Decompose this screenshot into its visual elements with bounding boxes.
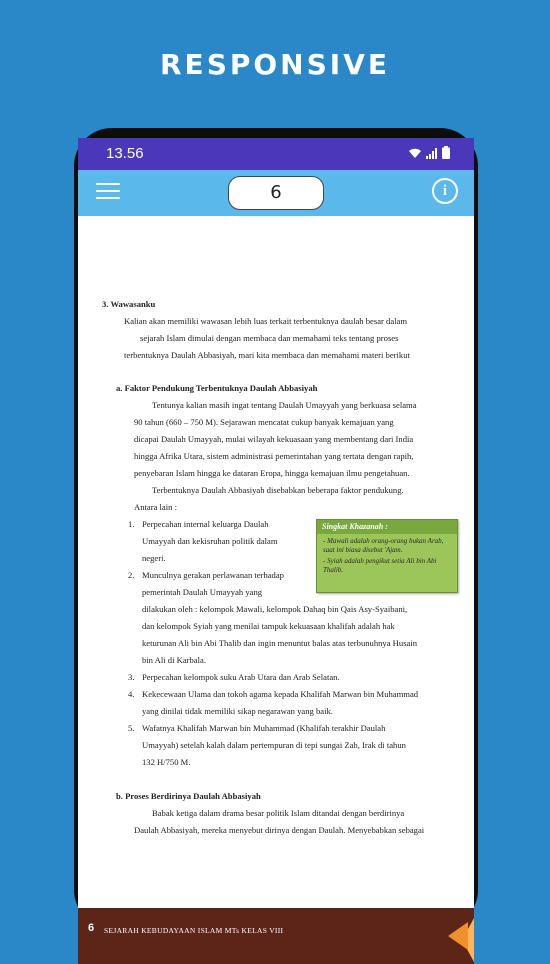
- banner-title: RESPONSIVE: [160, 48, 390, 81]
- list-item: 4. Kekecewaan Ulama dan tokoh agama kepada Khalifah Marwan bin Muhammad yang dinilai tidak memiliki sikap negarawan yang baik.: [128, 689, 419, 716]
- intro-paragraph: Kalian akan memiliki wawasan lebih luas terkait terbentuknya daulah besar dalam sejarah Islam dimulai dengan membaca dan memahami teks tentang proses terbentuknya Daulah Abbasiyah, mari kita membaca dan memahami materi berikut: [124, 316, 410, 360]
- paragraph-factors: Terbentuknya Daulah Abbasiyah disebabkan beberapa faktor pendukung. Antara lain :: [134, 485, 404, 512]
- callout-title: Singkat Khazanah :: [317, 520, 457, 534]
- next-page-arrow-icon[interactable]: [448, 922, 468, 950]
- list-item: 1. Perpecahan internal keluarga Daulah Umayyah dan kekisruhan politik dalam negeri.: [128, 519, 278, 563]
- list-item: 5. Wafatnya Khalifah Marwan bin Muhammad (Khalifah terakhir Daulah Umayyah) setelah kalah dalam pertempuran di tepi sungai Zab, Irak di tahun 132 H/750 M.: [128, 723, 406, 767]
- paragraph-process: Babak ketiga dalam drama besar politik Islam ditandai dengan berdirinya Daulah Abbasiyah, mereka menyebut dirinya dengan Daulah. Menyebabkan sebagai: [134, 808, 425, 835]
- signal-icon: [426, 148, 438, 159]
- footer-page-number: 6: [88, 922, 95, 934]
- list-item-continuation: dilakukan oleh : kelompok Mawali, kelompok Dahaq bin Qais Asy-Syaibani, dan kelompok Syiah yang menilai tampuk kekuasaan khalifah adalah hak keturunan Ali bin Abi Thalib dan ingin menuntut balas atas terbunuhnya Husain bin Ali di Karbala.: [142, 604, 418, 665]
- battery-icon: [442, 146, 450, 159]
- status-icons: [408, 146, 450, 159]
- list-item: 3. Perpecahan kelompok suku Arab Utara dan Arab Selatan.: [128, 672, 340, 682]
- subheading-b: b. Proses Berdirinya Daulah Abbasiyah: [116, 791, 261, 801]
- section-heading: 3. Wawasanku: [102, 299, 156, 309]
- menu-icon: [96, 183, 120, 185]
- wifi-icon: [408, 148, 422, 159]
- list-item: 2. Munculnya gerakan perlawanan terhadap pemerintah Daulah Umayyah yang: [128, 570, 284, 597]
- phone-frame: [74, 128, 478, 935]
- page-footer: [78, 908, 474, 964]
- footer-book-title: SEJARAH KEBUDAYAAN ISLAM MTs KELAS VIII: [104, 926, 284, 935]
- status-bar: [78, 138, 474, 170]
- phone-screen: [78, 138, 474, 935]
- document-page: [78, 216, 474, 935]
- callout-body: - Mawali adalah orang-orang bukan Arab, saat ini biasa disebut 'Ajam. - Syiah adalah pengikut setia Ali bin Abi Thalib.: [323, 537, 444, 574]
- info-callout-box: [316, 519, 458, 593]
- status-time: 13.56: [106, 145, 144, 162]
- info-icon[interactable]: i: [432, 178, 458, 204]
- menu-button[interactable]: [96, 178, 120, 204]
- paragraph-umayyah: Tentunya kalian masih ingat tentang Daulah Umayyah yang berkuasa selama 90 tahun (660 – 750 M). Sejarawan mencatat cukup banyak kemajuan yang dicapai Daulah Umayyah, mulai wilayah kekuasaan yang membentang dari India hingga Afrika Utara, sistem administrasi pemerintahan yang tertata dengan rapih, penyebaran Islam hingga ke dataran Eropa, hingga kemajuan ilmu pengetahuan.: [134, 400, 417, 478]
- reader-toolbar: [78, 170, 474, 216]
- page-number-field[interactable]: 6: [228, 176, 324, 210]
- subheading-a: a. Faktor Pendukung Terbentuknya Daulah Abbasiyah: [116, 383, 318, 393]
